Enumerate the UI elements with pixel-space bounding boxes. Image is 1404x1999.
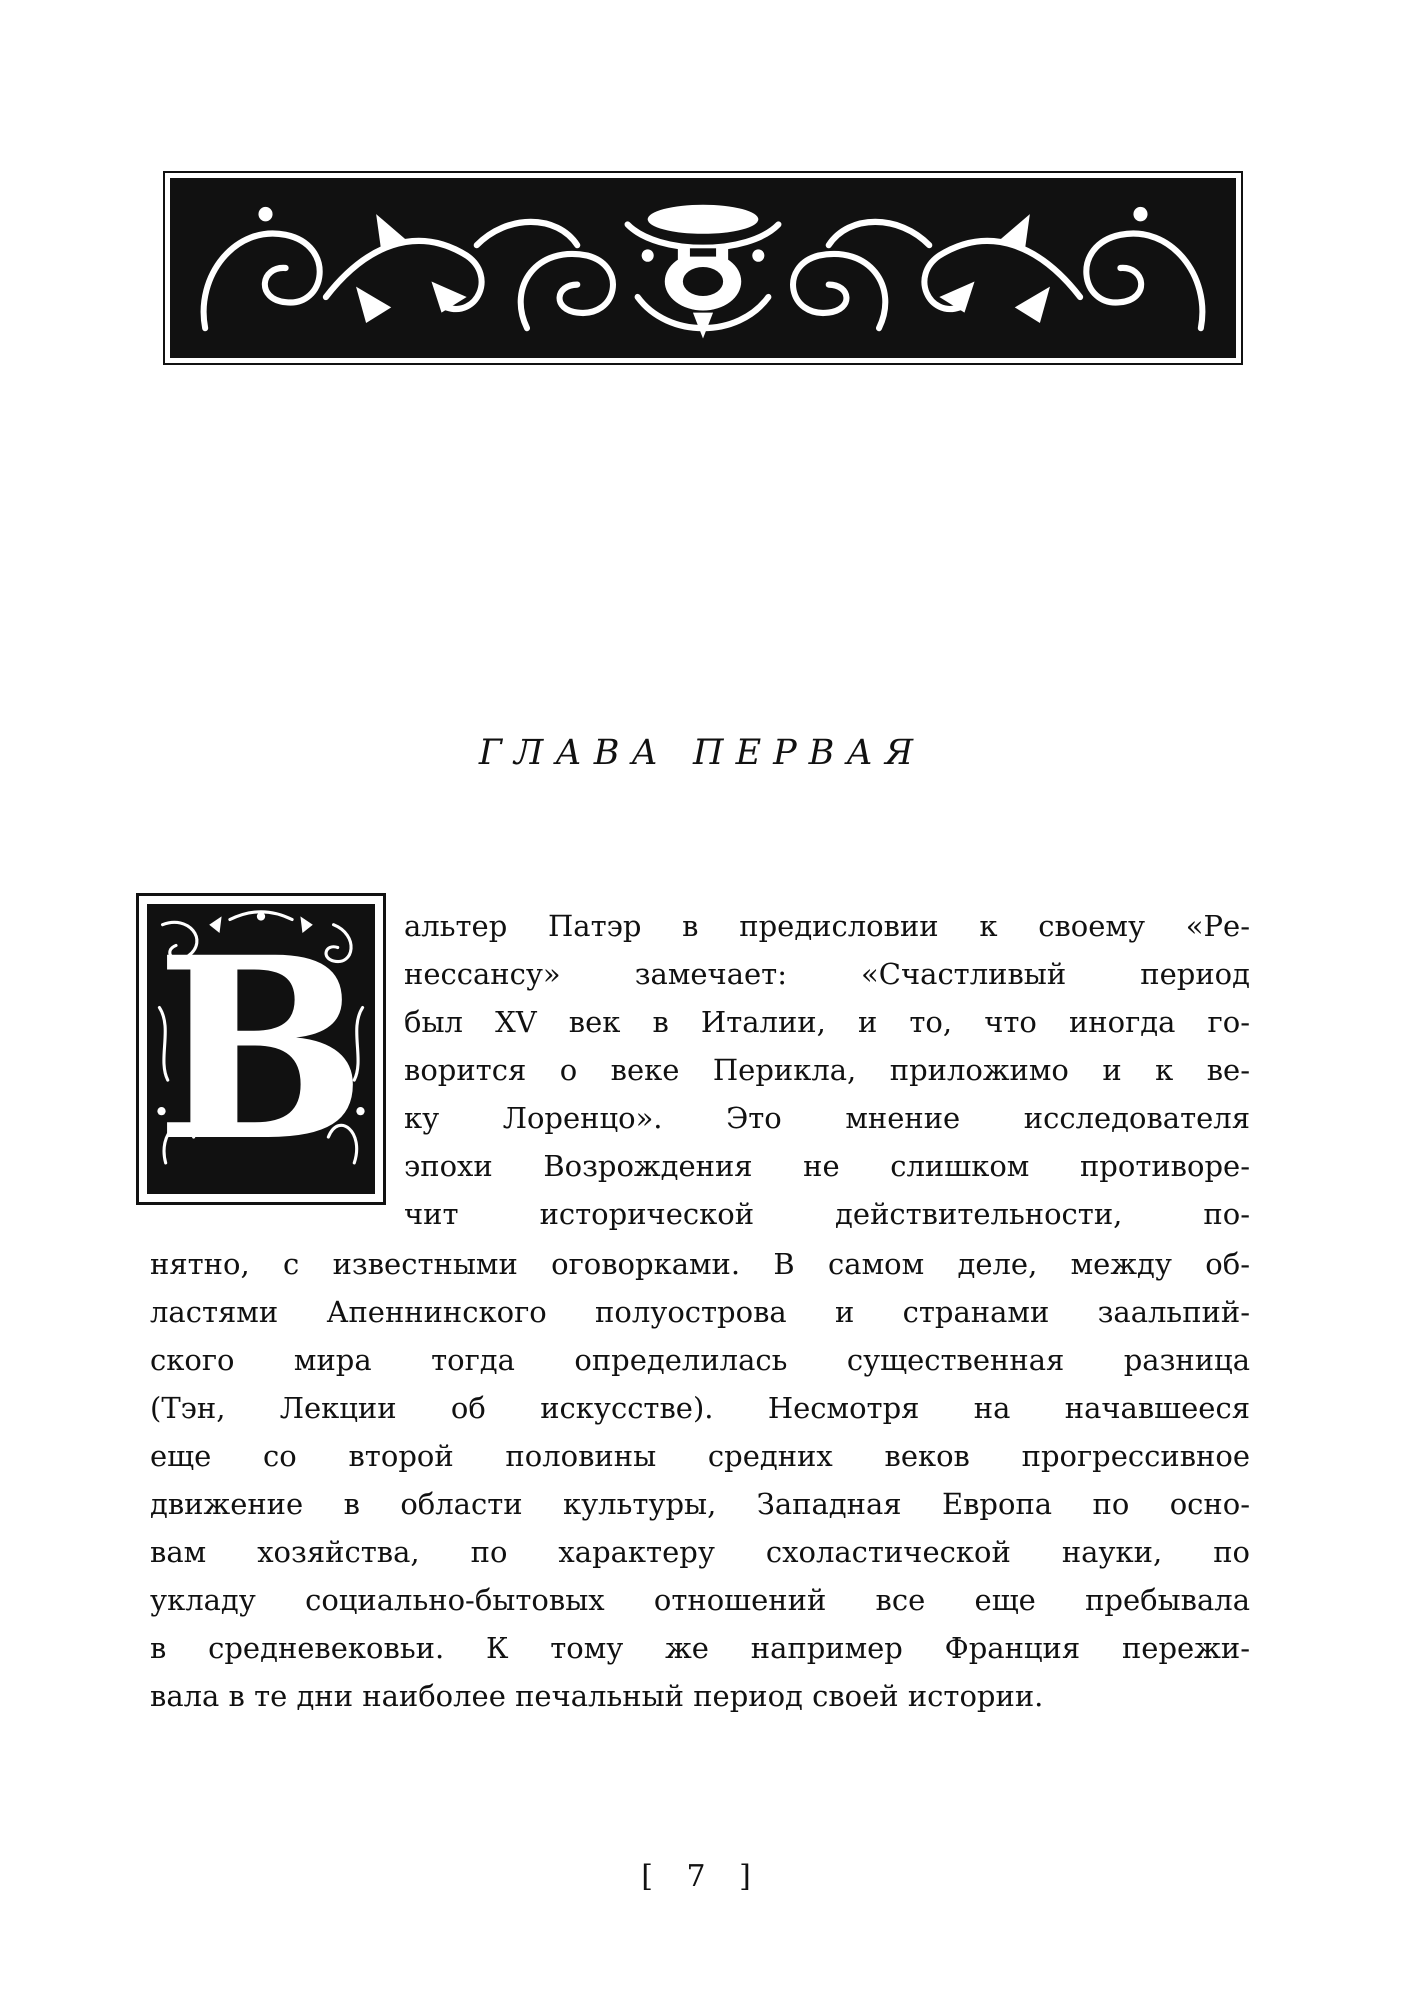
- text-line: укладу социально-бытовых отношений все еще пребывала: [150, 1583, 1250, 1617]
- text-line: эпохи Возрождения не слишком противоре-: [404, 1149, 1250, 1183]
- page-number: [ 7 ]: [641, 1859, 763, 1894]
- floral-ornament-icon: [175, 183, 1231, 353]
- text-line: альтер Патэр в предисловии к своему «Ре-: [404, 909, 1250, 943]
- text-line: ского мира тогда определилась существенная разница: [150, 1343, 1250, 1377]
- text-line: чит исторической действительности, по-: [404, 1197, 1250, 1231]
- text-line: еще со второй половины средних веков прогрессивное: [150, 1439, 1250, 1473]
- text-line: в средневековьи. К тому же например Франция пережи-: [150, 1631, 1250, 1665]
- drop-cap-initial: [136, 893, 386, 1205]
- text-line: ку Лоренцо». Это мнение исследователя: [404, 1101, 1250, 1135]
- text-line: нятно, с известными оговорками. В самом деле, между об-: [150, 1247, 1250, 1281]
- text-line: вала в те дни наиболее печальный период своей истории.: [150, 1679, 1044, 1713]
- chapter-title: ГЛАВА ПЕРВАЯ: [478, 733, 926, 773]
- text-line: был XV век в Италии, и то, что иногда го-: [404, 1005, 1250, 1039]
- headpiece-ornament: [170, 178, 1236, 358]
- text-line: движение в области культуры, Западная Европа по осно-: [150, 1487, 1250, 1521]
- text-line: ворится о веке Перикла, приложимо и к ве-: [404, 1053, 1250, 1087]
- text-line: (Тэн, Лекции об искусстве). Несмотря на начавшееся: [150, 1391, 1250, 1425]
- text-line: вам хозяйства, по характеру схоластической науки, по: [150, 1535, 1250, 1569]
- text-line: нессансу» замечает: «Счастливый период: [404, 957, 1250, 991]
- text-line: ластями Апеннинского полуострова и странами заальпий-: [150, 1295, 1250, 1329]
- drop-cap-background: [147, 904, 375, 1194]
- drop-cap-letter: В: [155, 904, 367, 1194]
